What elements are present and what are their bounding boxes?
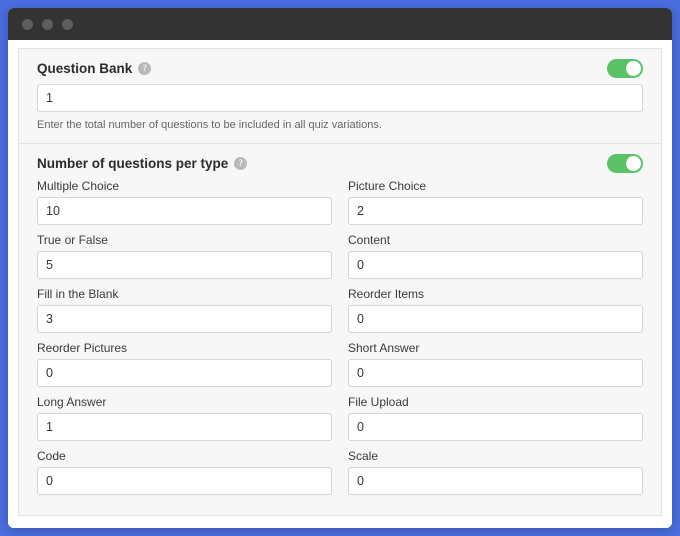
code-input[interactable] [37,467,332,495]
question-bank-hint: Enter the total number of questions to be included in all quiz variations. [37,119,382,131]
file-upload-input[interactable] [348,413,643,441]
window-maximize-button[interactable] [62,19,73,30]
app-window [8,8,672,528]
question-bank-header [37,59,643,78]
toggle-knob [626,61,641,76]
field-label: Reorder Pictures [37,341,128,355]
question-bank-panel [18,48,662,144]
short-answer-input[interactable] [348,359,643,387]
field-file-upload [348,395,643,441]
field-true-or-false [37,233,332,279]
field-label: Picture Choice [348,179,427,193]
reorder-items-input[interactable] [348,305,643,333]
content-input[interactable] [348,251,643,279]
question-bank-title-label: Question Bank [37,61,133,76]
field-label: Reorder Items [348,287,425,301]
per-type-grid [37,179,643,503]
question-bank-toggle[interactable] [607,59,643,78]
field-content [348,233,643,279]
field-label: File Upload [348,395,409,409]
field-label: True or False [37,233,108,247]
field-picture-choice [348,179,643,225]
per-type-header [37,154,643,173]
field-label: Multiple Choice [37,179,120,193]
field-multiple-choice [37,179,332,225]
toggle-knob [626,156,641,171]
settings-content [8,40,672,528]
window-minimize-button[interactable] [42,19,53,30]
field-fill-in-the-blank [37,287,332,333]
question-bank-input[interactable] [37,84,643,112]
field-reorder-pictures [37,341,332,387]
per-type-title [37,156,247,171]
field-short-answer [348,341,643,387]
field-reorder-items [348,287,643,333]
field-long-answer [37,395,332,441]
scale-input[interactable] [348,467,643,495]
per-type-title-label: Number of questions per type [37,156,229,171]
field-scale [348,449,643,495]
long-answer-input[interactable] [37,413,332,441]
window-close-button[interactable] [22,19,33,30]
fill-in-the-blank-input[interactable] [37,305,332,333]
field-code [37,449,332,495]
help-circle-icon[interactable]: ? [138,62,151,75]
question-bank-field [37,84,643,112]
question-bank-title [37,61,151,76]
picture-choice-input[interactable] [348,197,643,225]
field-label: Short Answer [348,341,420,355]
per-type-toggle[interactable] [607,154,643,173]
field-label: Long Answer [37,395,107,409]
help-circle-icon[interactable]: ? [234,157,247,170]
field-label: Content [348,233,391,247]
per-type-panel [18,144,662,516]
window-titlebar [8,8,672,40]
field-label: Code [37,449,66,463]
true-or-false-input[interactable] [37,251,332,279]
field-label: Scale [348,449,379,463]
reorder-pictures-input[interactable] [37,359,332,387]
multiple-choice-input[interactable] [37,197,332,225]
field-label: Fill in the Blank [37,287,119,301]
